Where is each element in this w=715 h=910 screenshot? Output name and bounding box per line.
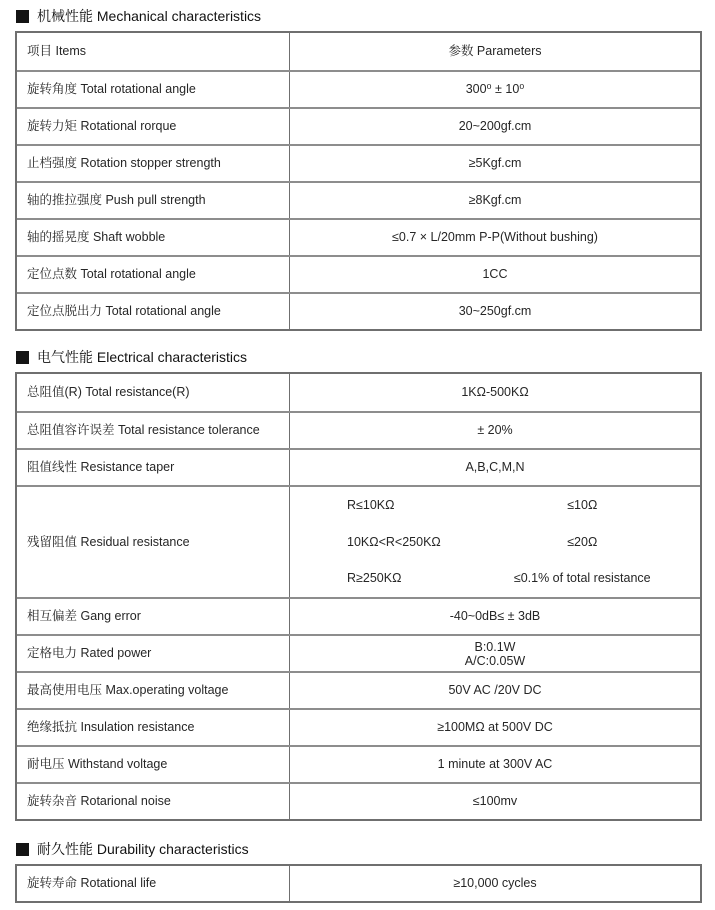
items-header-cell: 项目 Items: [17, 33, 290, 70]
item-cell: 相互偏差 Gang error: [17, 599, 290, 634]
table-row-residual-resistance: [17, 485, 700, 597]
value-cell: ≥10,000 cycles: [453, 876, 537, 890]
value-cell: 1CC: [482, 267, 508, 281]
table-row: [17, 144, 700, 181]
item-cell: 最高使用电压 Max.operating voltage: [17, 673, 290, 708]
table-row: [17, 745, 700, 782]
residual-sub-row: [290, 487, 700, 524]
table-row: [17, 374, 700, 411]
value-cell: ± 20%: [477, 423, 513, 437]
residual-conditions-cell: [290, 487, 700, 597]
value-cell: 300⁰ ± 10⁰: [465, 82, 525, 96]
value-cell: 20~200gf.cm: [458, 119, 532, 133]
item-cell: 轴的推拉强度 Push pull strength: [17, 183, 290, 218]
value-cell: 1 minute at 300V AC: [437, 757, 553, 771]
section-header-mechanical: [16, 8, 702, 24]
rated-power-line: B:0.1W: [474, 639, 516, 654]
section-header-durability: [16, 841, 702, 857]
table-header-row: [17, 33, 700, 70]
section-title-text: 电气性能 Electrical characteristics: [37, 349, 248, 365]
item-cell: 总阻值容许误差 Total resistance tolerance: [17, 413, 290, 448]
item-cell: 旋转力矩 Rotational rorque: [17, 109, 290, 144]
value-cell: -40~0dB≤ ± 3dB: [449, 609, 541, 623]
value-cell: [290, 636, 700, 671]
table-row: [17, 411, 700, 448]
item-cell: 定位点数 Total rotational angle: [17, 257, 290, 292]
section-bullet-icon: [16, 843, 29, 856]
section-electrical: [15, 349, 702, 821]
value-cell: 30~250gf.cm: [458, 304, 532, 318]
value-cell: ≤0.7 × L/20mm P-P(Without bushing): [392, 230, 598, 244]
value-cell: 50V AC /20V DC: [448, 683, 542, 697]
table-row: [17, 181, 700, 218]
durability-table: [15, 864, 702, 903]
value-cell: A,B,C,M,N: [465, 460, 525, 474]
residual-sub-row: [290, 524, 700, 561]
section-title-text: 耐久性能 Durability characteristics: [37, 841, 249, 857]
item-cell: 轴的摇晃度 Shaft wobble: [17, 220, 290, 255]
item-cell: 残留阻值 Residual resistance: [17, 487, 290, 597]
parameters-header-cell: 参数 Parameters: [448, 44, 542, 58]
condition-value: ≤20Ω: [567, 534, 598, 549]
table-row: [17, 448, 700, 485]
item-cell: 阻值线性 Resistance taper: [17, 450, 290, 485]
condition-value: ≤0.1% of total resistance: [513, 571, 651, 586]
residual-sub-row: [290, 560, 700, 597]
table-row: [17, 70, 700, 107]
table-row: [17, 255, 700, 292]
condition-value: ≤10Ω: [567, 497, 598, 512]
table-row: [17, 292, 700, 329]
value-cell: ≥5Kgf.cm: [468, 156, 522, 170]
electrical-table: [15, 372, 702, 821]
section-bullet-icon: [16, 351, 29, 364]
table-row: [17, 866, 700, 901]
table-row: [17, 782, 700, 819]
section-title-text: 机械性能 Mechanical characteristics: [37, 8, 262, 24]
item-cell: 总阻值(R) Total resistance(R): [17, 374, 290, 411]
section-bullet-icon: [16, 10, 29, 23]
rated-power-line: A/C:0.05W: [464, 653, 526, 668]
item-cell: 止档强度 Rotation stopper strength: [17, 146, 290, 181]
section-header-electrical: [16, 349, 702, 365]
condition-text: 10KΩ<R<250KΩ: [347, 534, 441, 549]
item-cell: 旋转寿命 Rotational life: [17, 866, 290, 901]
item-cell: 耐电压 Withstand voltage: [17, 747, 290, 782]
section-durability: [15, 841, 702, 903]
mechanical-table: [15, 31, 702, 331]
item-cell: 定位点脱出力 Total rotational angle: [17, 294, 290, 329]
table-row: [17, 708, 700, 745]
item-cell: 定格电力 Rated power: [17, 636, 290, 671]
value-cell: ≥8Kgf.cm: [468, 193, 522, 207]
item-cell: 旋转杂音 Rotarional noise: [17, 784, 290, 819]
table-row: [17, 597, 700, 634]
value-cell: ≥100MΩ at 500V DC: [437, 720, 553, 734]
item-cell: 绝缘抵抗 Insulation resistance: [17, 710, 290, 745]
table-row-rated-power: [17, 634, 700, 671]
value-cell: 1KΩ-500KΩ: [461, 385, 529, 399]
section-mechanical: [15, 8, 702, 331]
condition-text: R≥250KΩ: [347, 571, 402, 586]
table-row: [17, 218, 700, 255]
value-cell: ≤100mv: [472, 794, 518, 808]
condition-text: R≤10KΩ: [347, 497, 395, 512]
table-row: [17, 107, 700, 144]
item-cell: 旋转角度 Total rotational angle: [17, 72, 290, 107]
table-row: [17, 671, 700, 708]
